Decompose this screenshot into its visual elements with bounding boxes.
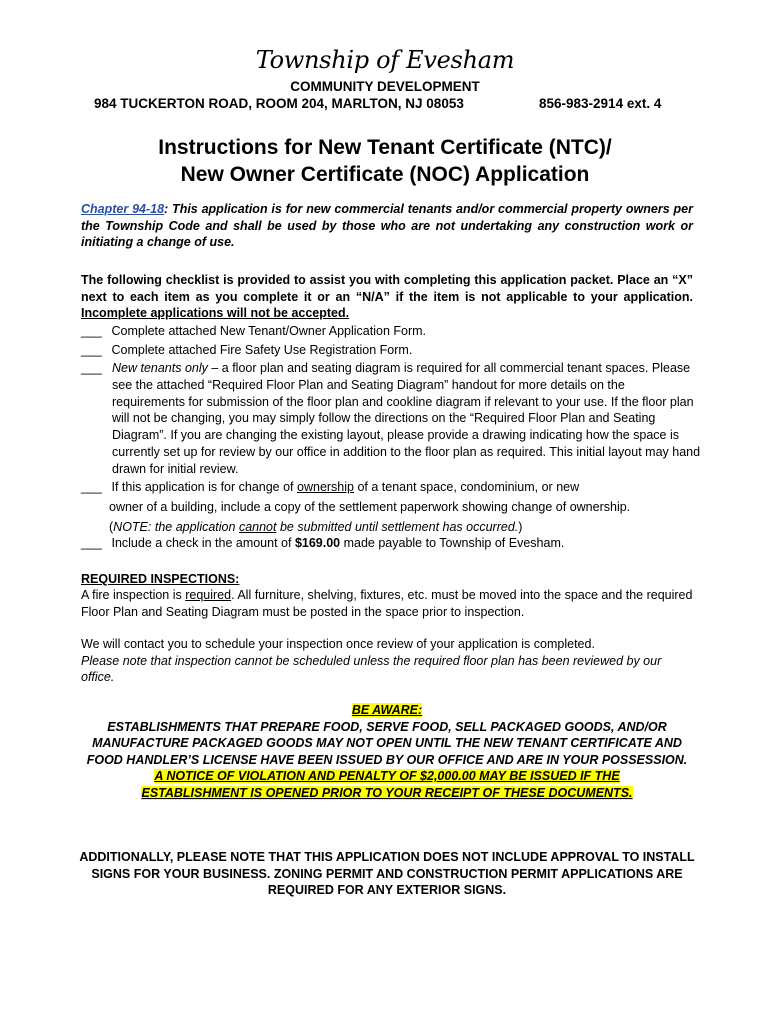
checkbox-blank[interactable]: ___ <box>81 480 102 494</box>
penalty-line-1: A NOTICE OF VIOLATION AND PENALTY OF $2,000.00 MAY BE ISSUED IF THE <box>154 769 620 784</box>
required-underlined: required <box>185 588 232 602</box>
cannot-underlined: cannot <box>238 519 277 534</box>
checklist-item-2-text: Complete attached Fire Safety Use Registration Form. <box>111 343 413 357</box>
checklist-intro-text: The following checklist is provided to assist you with completing this application packet. Place an “X” next to each item as you complete it or an “N/A” if the item is not applicable to your application. <box>81 273 693 304</box>
inspection-text-post: . All furniture, shelving, fixtures, etc. must be moved into the space and the required Floor Plan and Seating Diagram must be posted in the space prior to inspection. <box>81 588 693 619</box>
inspections-paragraph-2 <box>81 636 693 686</box>
inspections-heading: REQUIRED INSPECTIONS: <box>81 572 240 586</box>
document-title <box>0 134 770 188</box>
checklist-item-4 <box>81 479 701 535</box>
checklist-item-3-body <box>108 360 701 478</box>
checkbox-blank[interactable]: ___ <box>81 324 102 338</box>
checkbox-blank[interactable]: ___ <box>81 361 102 375</box>
checklist-item-5 <box>81 535 701 552</box>
note-text-post: be submitted until settlement has occurred. <box>276 519 519 534</box>
office-phone: 856-983-2914 ext. 4 <box>539 96 662 111</box>
fee-amount: $169.00 <box>294 536 341 550</box>
schedule-note: Please note that inspection cannot be scheduled unless the required floor plan has been reviewed by our office. <box>81 653 662 684</box>
be-aware-label: BE AWARE: <box>351 703 423 717</box>
title-line-2: New Owner Certificate (NOC) Application <box>180 163 590 186</box>
incomplete-warning: Incomplete applications will not be accepted. <box>81 306 350 320</box>
checklist-item-1-text: Complete attached New Tenant/Owner Application Form. <box>111 324 426 338</box>
schedule-text: We will contact you to schedule your inspection once review of your application is completed. <box>81 637 595 651</box>
checklist-intro <box>81 272 693 322</box>
checklist-item-4-text-post: of a tenant space, condominium, or new <box>354 480 580 494</box>
checklist-item-4-line-2: owner of a building, include a copy of the settlement paperwork showing change of ownership. <box>109 499 631 514</box>
inspection-text: A fire inspection is <box>81 588 186 602</box>
chapter-link[interactable]: Chapter 94-18 <box>81 202 165 216</box>
signs-note: ADDITIONALLY, PLEASE NOTE THAT THIS APPLICATION DOES NOT INCLUDE APPROVAL TO INSTALL SIGNS FOR YOUR BUSINESS. ZONING PERMIT AND CONSTRUCTION PERMIT APPLICATIONS ARE REQUIRED FOR ANY EXTERIOR SIGNS. <box>79 850 695 898</box>
checklist-item-3-text: – a floor plan and seating diagram is required for all commercial tenant spaces. Please see the attached “Required Floor Plan and Seating Diagram” handout for more details on the requirements for submission of the floor plan and cookline diagram if relevant to your use. If the floor plan will not be changing, you may simply follow the directions on the “Required Floor Plan and Seating Diagram”. If you are changing the existing layout, please provide a drawing indicating how the space is currently set up for review by our office in addition to the floor plan as required. This initial layout may hand drawn for initial review. <box>112 361 701 476</box>
intro-text: : This application is for new commercial tenants and/or commercial property owners per the Township Code and shall be used by those who are not undertaking any construction work or initiating a change of use. <box>81 202 693 249</box>
checklist-item-5-text: Include a check in the amount of <box>111 536 295 550</box>
new-tenants-only: New tenants only <box>112 361 208 375</box>
ownership-underlined: ownership <box>297 480 354 494</box>
warning-block <box>81 702 693 802</box>
township-name: Township of Evesham <box>255 46 515 74</box>
checklist-item-3 <box>81 360 701 478</box>
title-line-1: Instructions for New Tenant Certificate (NTC)/ <box>158 136 612 159</box>
office-address: 984 TUCKERTON ROAD, ROOM 204, MARLTON, NJ 08053 <box>94 96 464 111</box>
penalty-line-2: ESTABLISHMENT IS OPENED PRIOR TO YOUR RECEIPT OF THESE DOCUMENTS. <box>141 785 633 800</box>
checklist-item-2 <box>81 342 701 359</box>
checklist-item-4-text: If this application is for change of <box>111 480 298 494</box>
department-name: COMMUNITY DEVELOPMENT <box>290 79 480 94</box>
checklist-item-1 <box>81 323 701 340</box>
intro-paragraph <box>81 201 693 251</box>
note-text: NOTE: the application <box>113 519 239 534</box>
checklist-item-5-text-post: made payable to Township of Evesham. <box>340 536 565 550</box>
inspections-paragraph-1 <box>81 587 693 620</box>
checklist-item-4-note: (NOTE: the application cannot be submitted until settlement has occurred.) <box>109 519 523 534</box>
warning-body: ESTABLISHMENTS THAT PREPARE FOOD, SERVE FOOD, SELL PACKAGED GOODS, AND/OR MANUFACTURE PACKAGED GOODS MAY NOT OPEN UNTIL THE NEW TENANT CERTIFICATE AND FOOD HANDLER’S LICENSE HAVE BEEN ISSUED BY OUR OFFICE AND ARE IN YOUR POSSESSION. <box>86 719 688 767</box>
checkbox-blank[interactable]: ___ <box>81 536 102 550</box>
checkbox-blank[interactable]: ___ <box>81 343 102 357</box>
